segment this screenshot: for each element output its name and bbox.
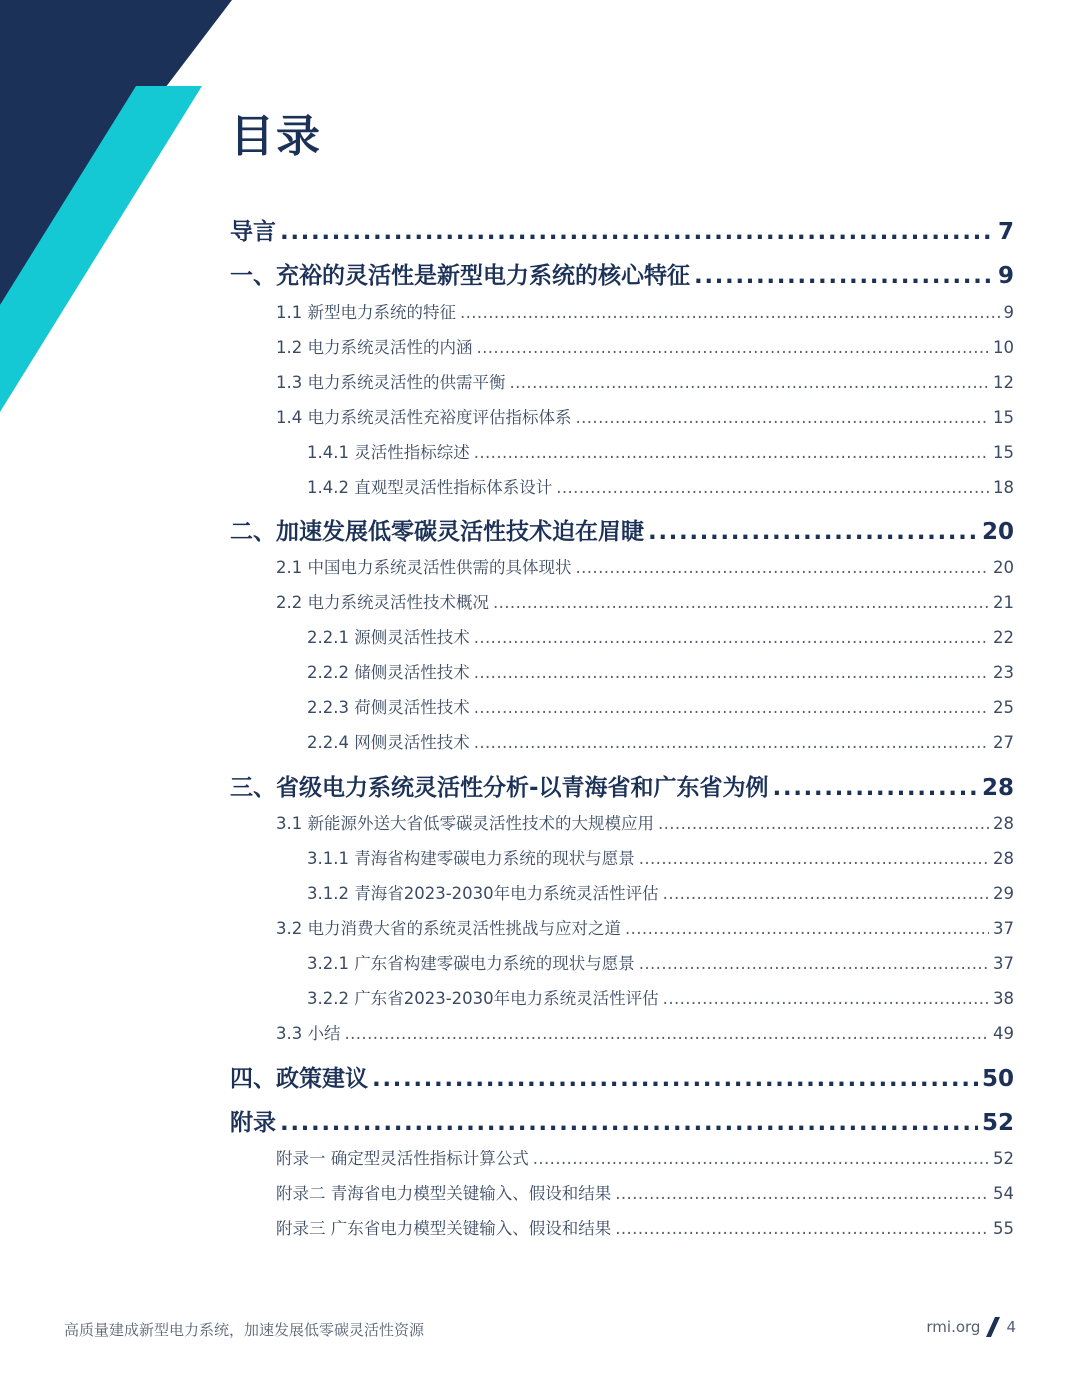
toc-entry[interactable] [276, 334, 1014, 358]
toc-dot-leader [460, 303, 1000, 322]
toc-entry-page: 10 [993, 338, 1014, 357]
toc-entry[interactable] [307, 439, 1014, 463]
toc-entry-page: 49 [993, 1024, 1014, 1043]
toc-entry-page: 52 [981, 1110, 1014, 1136]
toc-entry[interactable] [276, 1020, 1014, 1044]
toc-entry-page: 12 [993, 373, 1014, 392]
toc-dot-leader [658, 814, 989, 833]
toc-entry-label: 3.2 电力消费大省的系统灵活性挑战与应对之道 [276, 919, 621, 938]
page-title: 目录 [230, 111, 322, 162]
toc-dot-leader [474, 443, 989, 462]
toc-entry-label: 2.2.3 荷侧灵活性技术 [307, 698, 470, 717]
toc-entry[interactable] [307, 474, 1014, 498]
toc-entry-label: 一、充裕的灵活性是新型电力系统的核心特征 [230, 263, 690, 289]
toc-entry[interactable] [230, 769, 1014, 801]
toc-dot-leader [533, 1149, 989, 1168]
footer-site-info [926, 1317, 1016, 1337]
toc-dot-leader [280, 219, 994, 245]
toc-dot-leader [493, 593, 989, 612]
toc-dot-leader [639, 849, 989, 868]
toc-entry-label: 1.4.2 直观型灵活性指标体系设计 [307, 478, 553, 497]
toc-entry-page: 28 [993, 849, 1014, 868]
toc-entry[interactable] [307, 880, 1014, 904]
toc-dot-leader [474, 628, 989, 647]
toc-entry-label: 2.1 中国电力系统灵活性供需的具体现状 [276, 558, 572, 577]
toc-entry-label: 1.1 新型电力系统的特征 [276, 303, 456, 322]
toc-dot-leader [474, 733, 989, 752]
toc-entry-page: 50 [981, 1066, 1014, 1092]
toc-entry-page: 28 [993, 814, 1014, 833]
toc-entry-page: 28 [981, 775, 1014, 801]
toc-entry[interactable] [230, 257, 1014, 289]
toc-dot-leader [510, 373, 990, 392]
toc-entry[interactable] [307, 624, 1014, 648]
toc-dot-leader [773, 775, 978, 801]
toc-entry-page: 54 [993, 1184, 1014, 1203]
toc-entry[interactable] [276, 369, 1014, 393]
footer-page-number: 4 [1006, 1318, 1016, 1336]
toc-entry[interactable] [276, 1215, 1014, 1239]
toc-entry[interactable] [276, 1180, 1014, 1204]
toc-dot-leader [474, 698, 989, 717]
toc-dot-leader [556, 478, 989, 497]
toc-dot-leader [625, 919, 989, 938]
toc-entry-label: 三、省级电力系统灵活性分析-以青海省和广东省为例 [230, 775, 769, 801]
toc-entry-label: 3.2.1 广东省构建零碳电力系统的现状与愿景 [307, 954, 635, 973]
toc-dot-leader [694, 263, 994, 289]
toc-entry-page: 9 [997, 263, 1014, 289]
toc-entry-page: 15 [993, 443, 1014, 462]
toc-entry[interactable] [230, 513, 1014, 545]
toc-entry[interactable] [276, 299, 1014, 323]
toc-entry-page: 25 [993, 698, 1014, 717]
toc-entry-label: 1.4.1 灵活性指标综述 [307, 443, 470, 462]
toc-entry-label: 附录 [230, 1110, 276, 1136]
toc-entry-page: 38 [993, 989, 1014, 1008]
toc-entry[interactable] [230, 1104, 1014, 1136]
toc-dot-leader [615, 1219, 989, 1238]
toc-dot-leader [345, 1024, 990, 1043]
toc-entry-page: 23 [993, 663, 1014, 682]
toc-entry[interactable] [307, 950, 1014, 974]
toc-entry-page: 9 [1003, 303, 1014, 322]
toc-entry-page: 15 [993, 408, 1014, 427]
toc-entry-label: 四、政策建议 [230, 1066, 368, 1092]
footer-document-title: 高质量建成新型电力系统，加速发展低零碳灵活性资源 [64, 1321, 425, 1339]
toc-entry-label: 1.3 电力系统灵活性的供需平衡 [276, 373, 506, 392]
toc-entry-label: 二、加速发展低零碳灵活性技术迫在眉睫 [230, 519, 644, 545]
toc-entry-label: 附录二 青海省电力模型关键输入、假设和结果 [276, 1184, 612, 1203]
toc-entry[interactable] [230, 1060, 1014, 1092]
toc-entry-page: 29 [993, 884, 1014, 903]
toc-dot-leader [615, 1184, 989, 1203]
toc-dot-leader [474, 663, 989, 682]
toc-entry[interactable] [276, 810, 1014, 834]
toc-dot-leader [372, 1066, 978, 1092]
toc-entry-page: 7 [997, 219, 1014, 245]
toc-entry-page: 55 [993, 1219, 1014, 1238]
toc-entry-label: 1.2 电力系统灵活性的内涵 [276, 338, 473, 357]
toc-entry[interactable] [307, 694, 1014, 718]
toc-entry-label: 导言 [230, 219, 276, 245]
toc-entry-label: 3.1.1 青海省构建零碳电力系统的现状与愿景 [307, 849, 635, 868]
toc-entry[interactable] [230, 213, 1014, 245]
toc-dot-leader [576, 558, 990, 577]
toc-entry-page: 18 [993, 478, 1014, 497]
toc-entry-label: 3.1 新能源外送大省低零碳灵活性技术的大规模应用 [276, 814, 654, 833]
toc-dot-leader [648, 519, 978, 545]
toc-entry[interactable] [276, 404, 1014, 428]
toc-entry-label: 附录一 确定型灵活性指标计算公式 [276, 1149, 529, 1168]
toc-entry-page: 22 [993, 628, 1014, 647]
toc-entry-page: 20 [981, 519, 1014, 545]
toc-entry[interactable] [276, 1145, 1014, 1169]
toc-entry[interactable] [276, 589, 1014, 613]
toc-dot-leader [576, 408, 990, 427]
toc-entry[interactable] [307, 729, 1014, 753]
toc-entry-label: 2.2.4 网侧灵活性技术 [307, 733, 470, 752]
slash-icon [986, 1317, 1000, 1337]
toc-entry[interactable] [276, 554, 1014, 578]
toc-entry-label: 附录三 广东省电力模型关键输入、假设和结果 [276, 1219, 612, 1238]
toc-dot-leader [639, 954, 989, 973]
toc-entry-page: 52 [993, 1149, 1014, 1168]
toc-entry-page: 37 [993, 954, 1014, 973]
toc-entry-label: 1.4 电力系统灵活性充裕度评估指标体系 [276, 408, 572, 427]
toc-entry-label: 3.3 小结 [276, 1024, 341, 1043]
toc-entry-label: 2.2.2 储侧灵活性技术 [307, 663, 470, 682]
toc-dot-leader [663, 884, 989, 903]
toc-entry-page: 37 [993, 919, 1014, 938]
toc-entry[interactable] [276, 915, 1014, 939]
toc-entry-page: 20 [993, 558, 1014, 577]
toc-entry-label: 2.2.1 源侧灵活性技术 [307, 628, 470, 647]
footer-site[interactable]: rmi.org [926, 1318, 981, 1336]
toc-dot-leader [477, 338, 990, 357]
toc-entry-page: 21 [993, 593, 1014, 612]
toc-entry-page: 27 [993, 733, 1014, 752]
toc-dot-leader [280, 1110, 978, 1136]
toc-entry[interactable] [307, 845, 1014, 869]
toc-entry[interactable] [307, 659, 1014, 683]
toc-entry-label: 3.2.2 广东省2023-2030年电力系统灵活性评估 [307, 989, 659, 1008]
toc-entry-label: 3.1.2 青海省2023-2030年电力系统灵活性评估 [307, 884, 659, 903]
toc-entry[interactable] [307, 985, 1014, 1009]
toc-entry-label: 2.2 电力系统灵活性技术概况 [276, 593, 489, 612]
toc-dot-leader [663, 989, 989, 1008]
